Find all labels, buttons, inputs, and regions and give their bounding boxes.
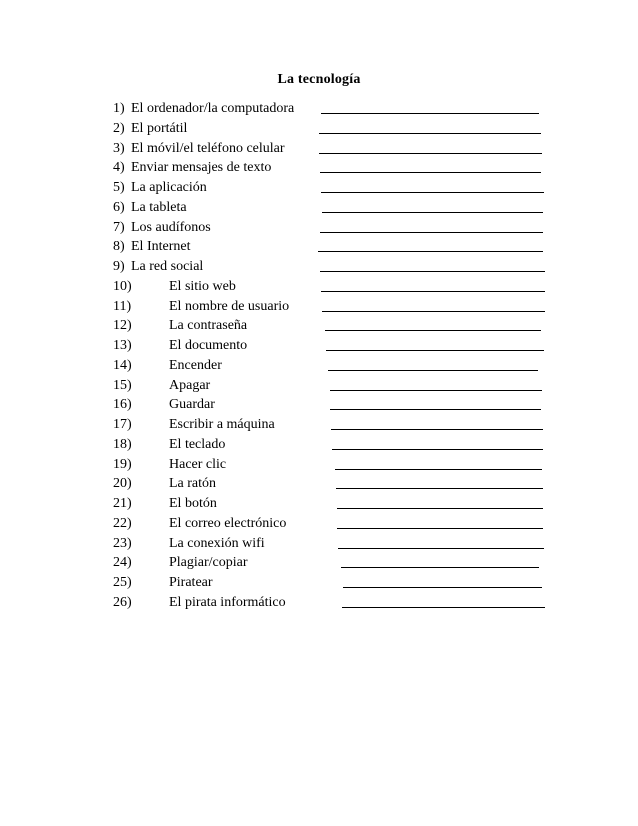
- vocab-item: [113, 139, 553, 159]
- vocab-item: [113, 474, 553, 494]
- vocab-item: [113, 257, 553, 277]
- answer-blank-line: [320, 232, 543, 233]
- answer-blank-line: [325, 330, 541, 331]
- answer-blank-line: [341, 567, 539, 568]
- vocab-item: [113, 415, 553, 435]
- item-term: El móvil/el teléfono celular: [131, 140, 285, 156]
- vocab-item: [113, 455, 553, 475]
- item-number: 15): [113, 377, 132, 393]
- answer-blank-line: [322, 311, 545, 312]
- item-number: 3): [113, 140, 125, 156]
- item-number: 20): [113, 476, 132, 492]
- vocab-item: [113, 316, 553, 336]
- item-term: La ratón: [169, 476, 217, 492]
- vocab-item: [113, 297, 553, 317]
- answer-blank-line: [320, 172, 541, 173]
- item-number: 24): [113, 555, 132, 571]
- item-term: El teclado: [169, 436, 226, 452]
- vocab-item: [113, 198, 553, 218]
- vocab-item: [113, 336, 553, 356]
- vocab-item: [113, 514, 553, 534]
- item-number: 26): [113, 594, 132, 610]
- item-number: 17): [113, 417, 132, 432]
- item-term: El sitio web: [169, 278, 236, 294]
- answer-blank-line: [335, 469, 542, 470]
- answer-blank-line: [336, 488, 543, 489]
- vocab-item: [113, 593, 553, 613]
- item-term: El nombre de usuario: [169, 298, 290, 314]
- item-number: 7): [113, 219, 125, 235]
- item-number: 5): [113, 180, 125, 195]
- vocab-item: [113, 494, 553, 514]
- item-number: 9): [113, 259, 125, 274]
- vocab-item: [113, 277, 553, 297]
- answer-blank-line: [330, 409, 541, 410]
- item-term: Plagiar/copiar: [169, 555, 248, 571]
- vocabulary-list: [113, 99, 553, 613]
- vocab-item: [113, 573, 553, 593]
- answer-blank-line: [342, 607, 545, 608]
- item-term: Piratear: [169, 575, 213, 590]
- answer-blank-line: [318, 251, 543, 252]
- item-number: 19): [113, 456, 132, 472]
- vocab-item: [113, 534, 553, 554]
- answer-blank-line: [319, 153, 542, 154]
- answer-blank-line: [338, 548, 544, 549]
- answer-blank-line: [322, 212, 543, 213]
- vocab-item: [113, 237, 553, 257]
- vocab-item: [113, 553, 553, 573]
- answer-blank-line: [320, 271, 545, 272]
- item-number: 25): [113, 575, 132, 590]
- item-number: 4): [113, 160, 125, 176]
- item-number: 2): [113, 120, 125, 136]
- item-number: 22): [113, 515, 132, 531]
- vocab-item: [113, 356, 553, 376]
- answer-blank-line: [321, 113, 539, 114]
- vocab-item: [113, 376, 553, 396]
- item-number: 18): [113, 436, 132, 452]
- item-term: Encender: [169, 357, 222, 373]
- item-term: Hacer clic: [169, 456, 227, 472]
- item-number: 16): [113, 397, 132, 413]
- item-term: El documento: [169, 338, 248, 353]
- item-term: Apagar: [169, 377, 211, 393]
- item-number: 8): [113, 239, 125, 255]
- answer-blank-line: [337, 528, 543, 529]
- answer-blank-line: [321, 291, 545, 292]
- page-title: La tecnología: [277, 72, 361, 87]
- vocab-item: [113, 119, 553, 139]
- answer-blank-line: [330, 390, 542, 391]
- answer-blank-line: [326, 350, 544, 351]
- answer-blank-line: [332, 449, 543, 450]
- answer-blank-line: [331, 429, 543, 430]
- item-number: 10): [113, 278, 132, 294]
- item-term: El Internet: [131, 239, 191, 255]
- item-term: La aplicación: [131, 180, 207, 195]
- item-number: 12): [113, 318, 132, 334]
- answer-blank-line: [343, 587, 542, 588]
- item-term: El ordenador/la computadora: [131, 101, 295, 116]
- vocab-item: [113, 395, 553, 415]
- item-term: La contraseña: [169, 318, 248, 334]
- item-term: Guardar: [169, 397, 215, 413]
- vocab-item: [113, 218, 553, 238]
- item-number: 21): [113, 496, 132, 511]
- item-term: El portátil: [131, 120, 188, 136]
- item-number: 23): [113, 535, 132, 551]
- item-term: La conexión wifi: [169, 535, 265, 551]
- vocab-item: [113, 99, 553, 119]
- item-term: La tableta: [131, 199, 187, 215]
- item-term: El correo electrónico: [169, 515, 287, 531]
- item-term: Los audífonos: [131, 219, 211, 235]
- vocab-item: [113, 435, 553, 455]
- answer-blank-line: [328, 370, 538, 371]
- item-number: 11): [113, 298, 132, 314]
- item-number: 14): [113, 357, 132, 373]
- answer-blank-line: [319, 133, 541, 134]
- vocab-item: [113, 158, 553, 178]
- item-term: Escribir a máquina: [169, 417, 275, 432]
- answer-blank-line: [321, 192, 544, 193]
- item-term: El botón: [169, 496, 217, 511]
- vocab-item: [113, 178, 553, 198]
- item-term: Enviar mensajes de texto: [131, 160, 272, 176]
- answer-blank-line: [337, 508, 543, 509]
- item-number: 6): [113, 199, 125, 215]
- item-number: 13): [113, 338, 132, 353]
- item-term: La red social: [131, 259, 204, 274]
- item-number: 1): [113, 101, 125, 116]
- item-term: El pirata informático: [169, 594, 286, 610]
